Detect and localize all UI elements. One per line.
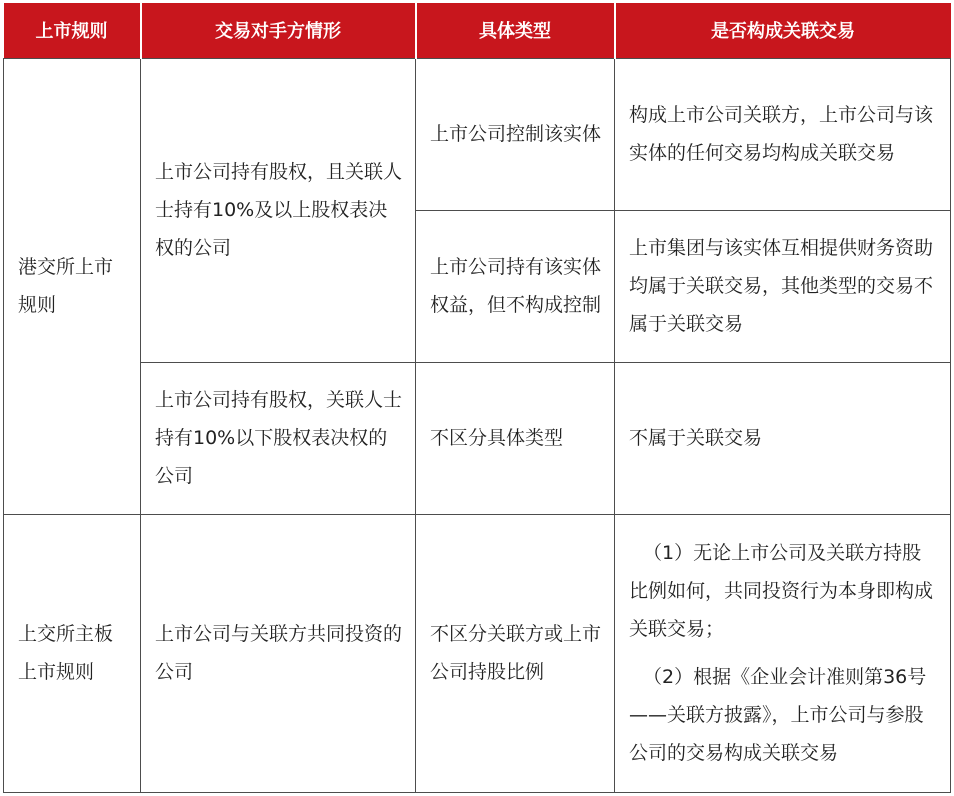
sse-situation-cell: 上市公司与关联方共同投资的公司 [141, 514, 416, 792]
header-specific-type: 具体类型 [416, 3, 615, 58]
hk-case2-situation-cell: 上市公司持有股权，关联人士持有10%以下股权表决权的公司 [141, 362, 416, 514]
hk-case1-result-noncontrol-cell: 上市集团与该实体互相提供财务资助均属于关联交易，其他类型的交易不属于关联交易 [615, 210, 951, 362]
header-listing-rule: 上市规则 [4, 3, 141, 58]
hk-case1-type-control-cell: 上市公司控制该实体 [416, 58, 615, 210]
table-container [3, 3, 951, 793]
header-counterparty-situation: 交易对手方情形 [141, 3, 416, 58]
table-row [4, 362, 951, 514]
sse-result-cell [615, 514, 951, 792]
sse-result-paragraph-2: （2）根据《企业会计准则第36号——关联方披露》，上市公司与参股公司的交易构成关联交易 [629, 666, 927, 764]
table-row [4, 514, 951, 792]
sse-result-paragraph-1: （1）无论上市公司及关联方持股比例如何，共同投资行为本身即构成关联交易； [629, 542, 934, 640]
header-is-related-transaction: 是否构成关联交易 [615, 3, 951, 58]
table-row [4, 58, 951, 210]
hk-case2-result-cell: 不属于关联交易 [615, 362, 951, 514]
header-row [4, 3, 951, 58]
hk-case1-result-control-cell: 构成上市公司关联方，上市公司与该实体的任何交易均构成关联交易 [615, 58, 951, 210]
hk-case2-type-cell: 不区分具体类型 [416, 362, 615, 514]
related-transaction-rules-table [3, 3, 951, 793]
hk-case1-type-noncontrol-cell: 上市公司持有该实体权益，但不构成控制 [416, 210, 615, 362]
hk-rule-cell: 港交所上市规则 [4, 58, 141, 514]
sse-type-cell: 不区分关联方或上市公司持股比例 [416, 514, 615, 792]
sse-rule-cell: 上交所主板上市规则 [4, 514, 141, 792]
hk-case1-situation-cell: 上市公司持有股权，且关联人士持有10%及以上股权表决权的公司 [141, 58, 416, 362]
